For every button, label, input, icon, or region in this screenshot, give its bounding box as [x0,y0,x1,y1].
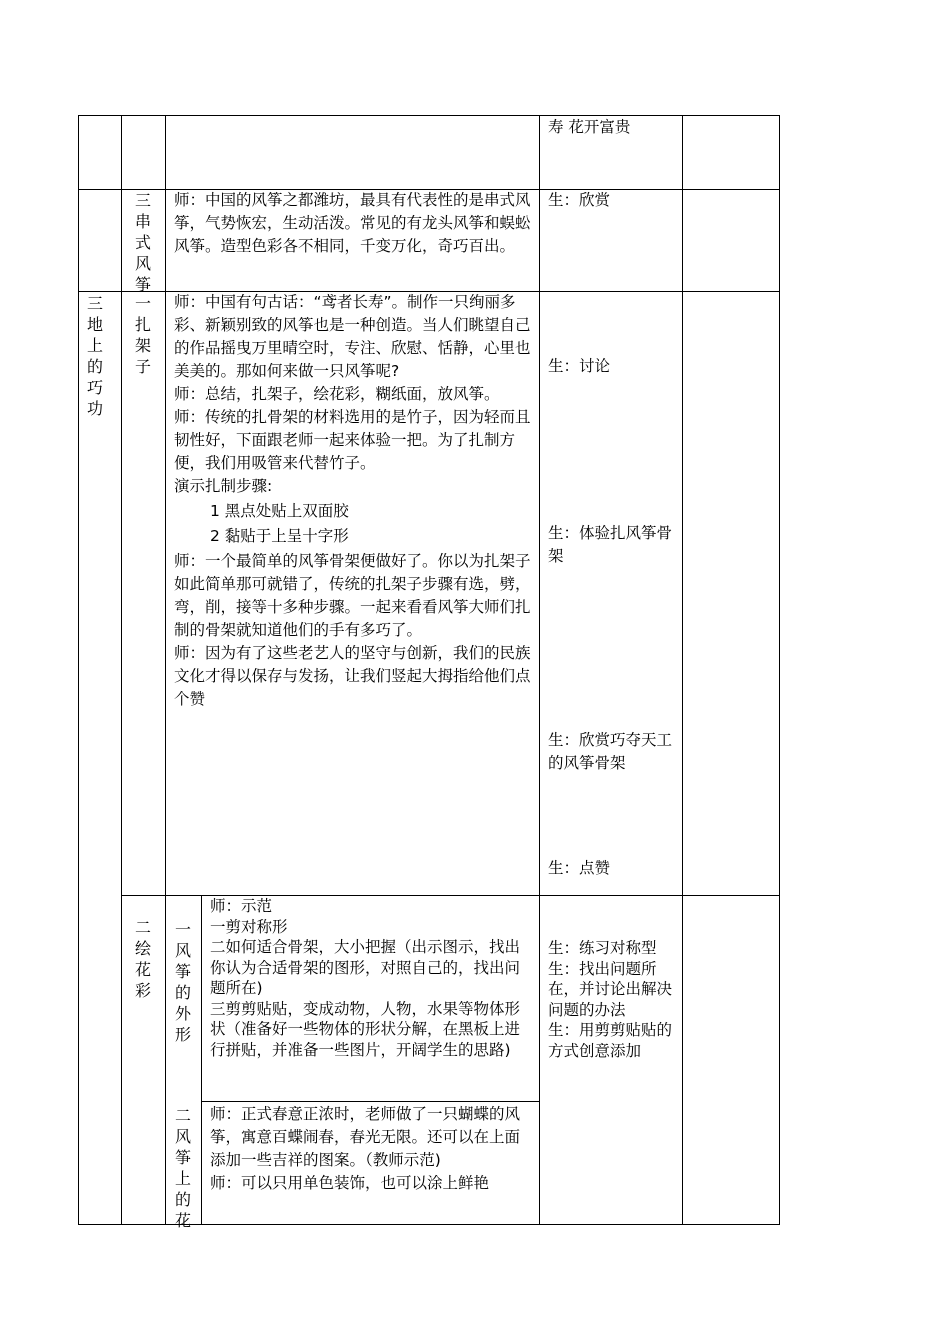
teacher-line: 师：正式春意正浓时，老师做了一只蝴蝶的风筝，寓意百蝶闹春，春光无限。还可以在上面添加一些吉祥的图案。（教师示范) [210,1105,521,1169]
teacher-activity-cell [174,189,532,258]
teacher-paragraph: 师：一个最简单的风筝骨架便做好了。你以为扎架子如此简单那可就错了，传统的扎架子步骤有选，劈，弯，削，接等十多种步骤。一起来看看风筝大师们扎制的骨架就知道他们的手有多巧了。 [174,552,531,639]
col-line-inner [201,895,202,1225]
student-activity-cell [548,116,680,139]
teacher-line: 二如何适合骨架，大小把握（出示图示，找出你认为合适骨架的图形，对照自己的，找出问题所在) [210,938,521,997]
student-activity-cell [548,729,680,775]
teacher-text: 师：中国的风筝之都潍坊，最具有代表性的是串式风筝，气势恢宏，生动活泼。常见的有龙头风筝和蜈蚣风筝。造型色彩各不相同，千变万化，奇巧百出。 [174,191,531,255]
student-text: 生：点赞 [548,859,611,877]
student-activity-cell [548,938,678,1061]
teacher-paragraph: 演示扎制步骤: [174,477,273,495]
student-text: 寿 花开富贵 [548,118,631,136]
teacher-paragraph: 师：总结，扎架子，绘花彩，糊纸面，放风筝。 [174,385,500,403]
step-item: 2 黏贴于上呈十字形 [210,527,349,545]
teacher-activity-cell [174,291,532,711]
student-text: 生：用剪剪贴贴的方式创意添加 [548,1021,673,1060]
step-item: 1 黑点处贴上双面胶 [210,502,349,520]
part-label-pattern: 二 风 筝 上 的 花 [175,1106,192,1230]
teacher-activity-cell [210,1103,535,1195]
teacher-paragraph: 师：传统的扎骨架的材料选用的是竹子，因为轻而且韧性好，下面跟老师一起来体验一把。为了扎制方便，我们用吸管来代替竹子。 [174,408,531,472]
teacher-activity-cell [210,896,535,1060]
teacher-paragraph: 师：中国有句古话：“鸢者长寿”。制作一只绚丽多彩、新颖别致的风筝也是一种创造。当人们眺望自己的作品摇曳万里晴空时，专注、欣慰、恬静，心里也美美的。那如何来做一只风筝呢? [174,293,531,380]
teacher-line: 三剪剪贴贴，变成动物，人物，水果等物体形状（准备好一些物体的形状分解，在黑板上进行拼贴，并准备一些图片，开阔学生的思路) [210,999,521,1059]
col-line-3 [165,115,166,1225]
teacher-line: 师：可以只用单色装饰，也可以涂上鲜艳 [210,1174,490,1192]
teacher-paragraph: 师：因为有了这些老艺人的坚守与创新，我们的民族文化才得以保存与发扬，让我们竖起大拇指给他们点个赞 [174,644,531,708]
student-text: 生：欣赏巧夺天工的风筝骨架 [548,731,673,772]
sub-heading-frame: 一 扎 架 子 [135,294,152,376]
col-line-4 [539,115,540,1225]
row-divider-inner [201,1101,539,1102]
student-activity-cell [548,189,680,212]
student-text: 生：体验扎风筝骨架 [548,524,673,565]
student-text: 生：练习对称型 [548,939,657,957]
teacher-line: 师：示范 [210,897,273,915]
col-line-6 [779,115,780,1225]
col-line-5 [682,115,683,1225]
section-heading: 三 地 上 的 巧 功 [87,294,104,418]
col-line-1 [78,115,79,1225]
sub-heading-string-kite: 三 串 式 风 筝 [135,191,152,294]
part-label-outline: 一 风 筝 的 外 形 [175,920,192,1044]
student-text: 生：欣赏 [548,191,611,209]
teacher-line: 一剪对称形 [210,917,288,936]
student-text: 生：讨论 [548,357,611,375]
sub-heading-paint: 二 绘 花 彩 [135,918,152,1000]
student-activity-cell [548,522,680,568]
student-activity-cell [548,857,680,880]
student-activity-cell [548,355,680,378]
col-line-2 [121,115,122,1225]
student-text: 生：找出问题所在，并讨论出解决问题的办法 [548,959,673,1019]
